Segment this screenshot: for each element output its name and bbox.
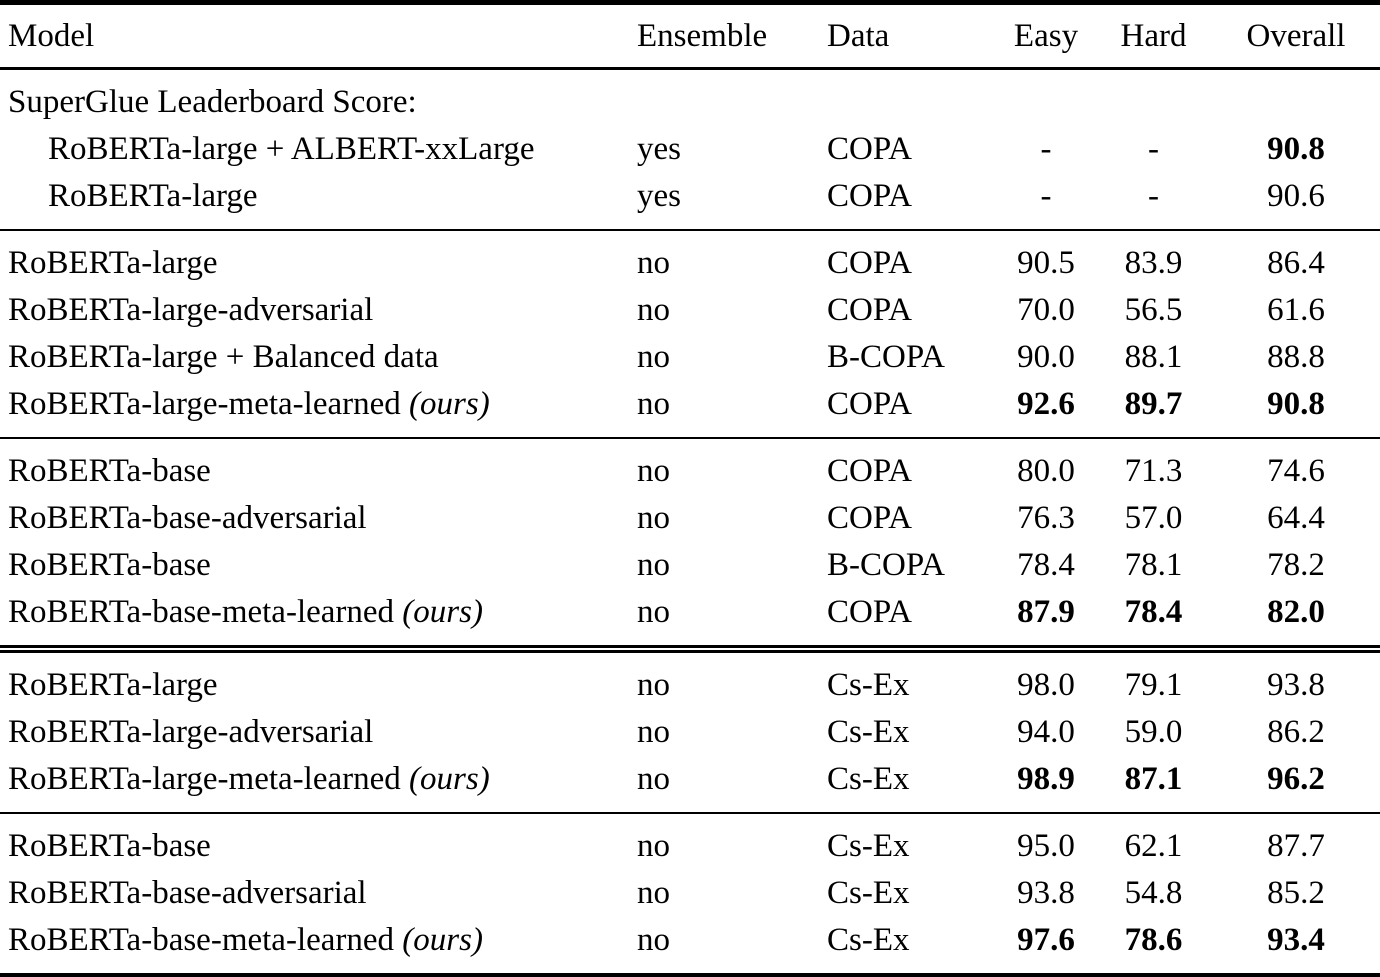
ensemble-cell: no xyxy=(637,453,670,489)
model-cell: RoBERTa-base-adversarial xyxy=(8,500,367,536)
column-header-overall: Overall xyxy=(1246,17,1346,54)
hard-cell: 62.1 xyxy=(1124,828,1183,864)
easy-cell xyxy=(997,69,1095,127)
data-cell xyxy=(827,69,997,127)
overall-cell: 96.2 xyxy=(1267,761,1325,797)
hard-cell: 56.5 xyxy=(1124,292,1183,328)
table-row xyxy=(0,230,1380,287)
ours-label: (ours) xyxy=(402,594,483,630)
overall-cell: 74.6 xyxy=(1267,453,1325,489)
model-cell: RoBERTa-large-adversarial xyxy=(8,292,374,328)
table-row xyxy=(0,542,1380,589)
hard-cell: 87.1 xyxy=(1124,761,1183,797)
ensemble-cell: no xyxy=(637,500,670,536)
data-cell: Cs-Ex xyxy=(827,667,910,703)
easy-cell: 90.0 xyxy=(1017,339,1075,375)
model-cell: RoBERTa-large + ALBERT-xxLarge xyxy=(48,131,535,167)
data-cell: COPA xyxy=(827,292,912,328)
ours-label: (ours) xyxy=(402,922,483,958)
table-header xyxy=(0,3,1380,69)
hard-cell: 57.0 xyxy=(1124,500,1183,536)
model-cell: RoBERTa-large-adversarial xyxy=(8,714,374,750)
data-cell: Cs-Ex xyxy=(827,714,910,750)
column-header-hard: Hard xyxy=(1120,17,1187,54)
easy-cell: 93.8 xyxy=(1017,875,1075,911)
hard-cell: 78.1 xyxy=(1124,547,1183,583)
easy-cell: 87.9 xyxy=(1017,594,1075,630)
hard-cell: 78.6 xyxy=(1124,922,1183,958)
model-cell: RoBERTa-large xyxy=(48,178,258,214)
table-row xyxy=(0,649,1380,709)
data-cell: COPA xyxy=(827,453,912,489)
model-cell: RoBERTa-base xyxy=(8,828,211,864)
easy-cell: 76.3 xyxy=(1017,500,1075,536)
overall-cell: 93.8 xyxy=(1267,667,1325,703)
table-row xyxy=(0,917,1380,976)
overall-cell: 82.0 xyxy=(1267,594,1325,630)
easy-cell: 70.0 xyxy=(1017,292,1075,328)
easy-cell: - xyxy=(1040,131,1052,167)
easy-cell: 94.0 xyxy=(1017,714,1075,750)
column-header-ensemble: Ensemble xyxy=(637,17,768,54)
table-row xyxy=(0,813,1380,870)
overall-cell: 88.8 xyxy=(1267,339,1325,375)
data-cell: COPA xyxy=(827,131,912,167)
easy-cell: - xyxy=(1040,178,1052,214)
ours-label: (ours) xyxy=(409,761,490,797)
overall-cell: 90.8 xyxy=(1267,386,1325,422)
easy-cell: 97.6 xyxy=(1017,922,1075,958)
table-row xyxy=(0,495,1380,542)
overall-cell: 87.7 xyxy=(1267,828,1325,864)
hard-cell: 83.9 xyxy=(1124,245,1183,281)
easy-cell: 80.0 xyxy=(1017,453,1075,489)
model-cell: RoBERTa-base xyxy=(8,453,211,489)
overall-cell: 85.2 xyxy=(1267,875,1325,911)
ensemble-cell: no xyxy=(637,386,670,422)
overall-cell: 64.4 xyxy=(1267,500,1325,536)
hard-cell: 88.1 xyxy=(1124,339,1183,375)
hard-cell: 89.7 xyxy=(1124,386,1183,422)
table-row xyxy=(0,438,1380,495)
table-row xyxy=(0,870,1380,917)
ours-label: (ours) xyxy=(409,386,490,422)
hard-cell: 79.1 xyxy=(1124,667,1183,703)
overall-cell: 86.2 xyxy=(1267,714,1325,750)
data-cell: Cs-Ex xyxy=(827,761,910,797)
hard-cell: - xyxy=(1148,131,1159,167)
model-cell: RoBERTa-large xyxy=(8,667,218,703)
model-cell: RoBERTa-large xyxy=(8,245,218,281)
ensemble-cell: no xyxy=(637,875,670,911)
table-row xyxy=(0,287,1380,334)
table-row xyxy=(0,709,1380,756)
section-label: SuperGlue Leaderboard Score: xyxy=(8,84,417,120)
easy-cell: 92.6 xyxy=(1017,386,1075,422)
data-cell: B-COPA xyxy=(827,339,945,375)
table-group-5 xyxy=(0,813,1380,976)
easy-cell: 90.5 xyxy=(1017,245,1075,281)
ensemble-cell: no xyxy=(637,761,670,797)
table-row xyxy=(0,334,1380,381)
ensemble-cell: yes xyxy=(637,131,681,167)
ensemble-cell: no xyxy=(637,714,670,750)
column-header-easy: Easy xyxy=(1013,17,1079,54)
column-header-model: Model xyxy=(8,17,95,54)
ensemble-cell: yes xyxy=(637,178,681,214)
ensemble-cell: no xyxy=(637,245,670,281)
ensemble-cell: no xyxy=(637,828,670,864)
overall-cell: 61.6 xyxy=(1267,292,1325,328)
overall-cell: 90.6 xyxy=(1267,178,1325,214)
hard-cell: 71.3 xyxy=(1124,453,1183,489)
data-cell: B-COPA xyxy=(827,547,945,583)
table-row xyxy=(0,381,1380,438)
hard-cell: 54.8 xyxy=(1124,875,1183,911)
ensemble-cell: no xyxy=(637,922,670,958)
table-row xyxy=(0,173,1380,230)
data-cell: Cs-Ex xyxy=(827,828,910,864)
hard-cell: 78.4 xyxy=(1124,594,1183,630)
easy-cell: 98.9 xyxy=(1017,761,1075,797)
data-cell: Cs-Ex xyxy=(827,875,910,911)
ensemble-cell xyxy=(637,69,827,127)
data-cell: COPA xyxy=(827,245,912,281)
model-cell: RoBERTa-base-adversarial xyxy=(8,875,367,911)
ensemble-cell: no xyxy=(637,594,670,630)
ensemble-cell: no xyxy=(637,292,670,328)
table-group-2 xyxy=(0,230,1380,438)
overall-cell: 78.2 xyxy=(1267,547,1325,583)
hard-cell xyxy=(1095,69,1212,127)
ensemble-cell: no xyxy=(637,339,670,375)
model-cell: RoBERTa-large-meta-learned (ours) xyxy=(8,386,490,422)
table-row xyxy=(0,126,1380,173)
column-header-data: Data xyxy=(827,17,890,54)
section-label-row xyxy=(0,69,1380,127)
data-cell: COPA xyxy=(827,500,912,536)
table-group-1 xyxy=(0,69,1380,231)
ensemble-cell: no xyxy=(637,547,670,583)
overall-cell: 93.4 xyxy=(1267,922,1325,958)
table-group-3 xyxy=(0,438,1380,649)
overall-cell xyxy=(1212,69,1380,127)
overall-cell: 86.4 xyxy=(1267,245,1325,281)
easy-cell: 98.0 xyxy=(1017,667,1075,703)
table-row xyxy=(0,589,1380,649)
data-cell: COPA xyxy=(827,386,912,422)
model-cell: RoBERTa-large + Balanced data xyxy=(8,339,439,375)
data-cell: Cs-Ex xyxy=(827,922,910,958)
table-group-4 xyxy=(0,649,1380,813)
model-cell: RoBERTa-base-meta-learned (ours) xyxy=(8,594,483,630)
table-row xyxy=(0,756,1380,813)
model-cell: RoBERTa-large-meta-learned (ours) xyxy=(8,761,490,797)
model-cell: RoBERTa-base xyxy=(8,547,211,583)
easy-cell: 95.0 xyxy=(1017,828,1075,864)
model-cell: RoBERTa-base-meta-learned (ours) xyxy=(8,922,483,958)
easy-cell: 78.4 xyxy=(1017,547,1075,583)
hard-cell: - xyxy=(1148,178,1159,214)
overall-cell: 90.8 xyxy=(1267,131,1325,167)
hard-cell: 59.0 xyxy=(1124,714,1183,750)
data-cell: COPA xyxy=(827,178,912,214)
ensemble-cell: no xyxy=(637,667,670,703)
data-cell: COPA xyxy=(827,594,912,630)
header-row xyxy=(0,3,1380,69)
